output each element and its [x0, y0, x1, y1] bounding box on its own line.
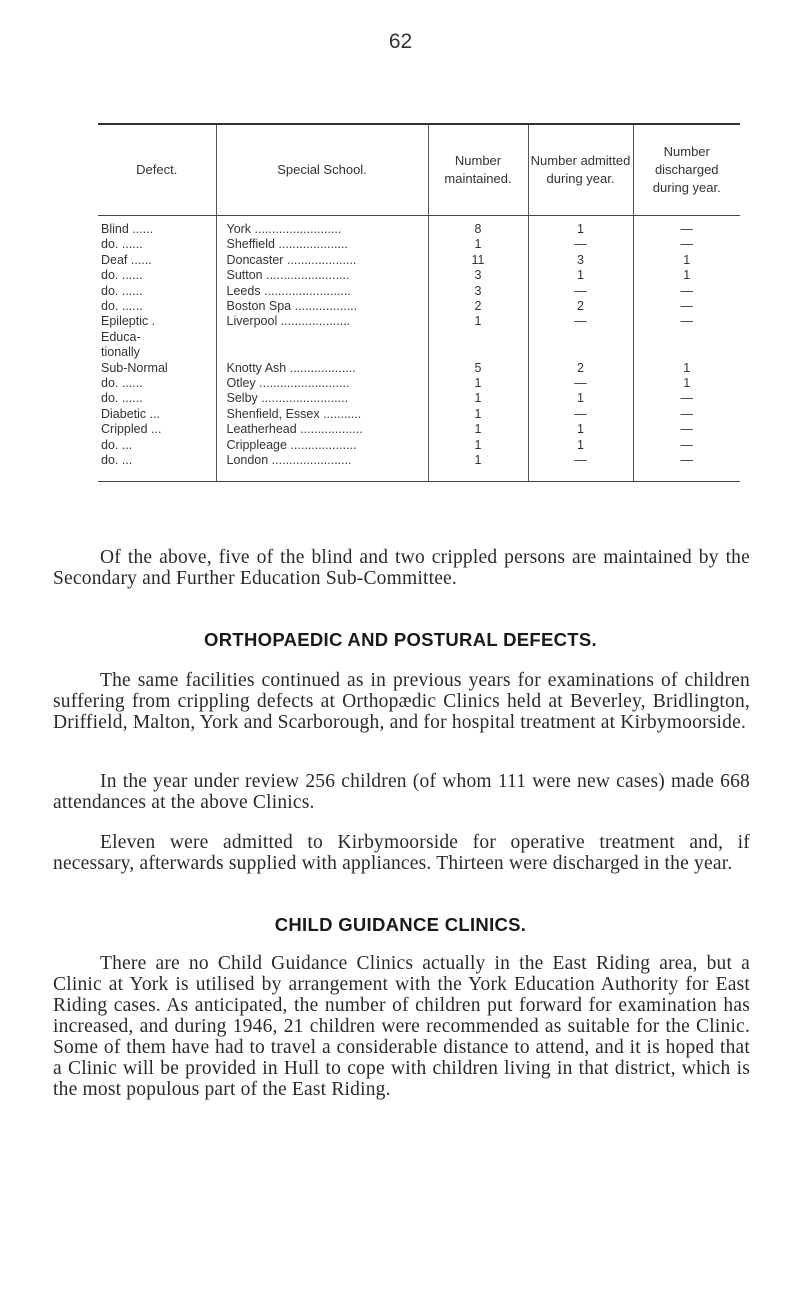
discharged-cell: 1 [633, 253, 740, 268]
special-schools-table [98, 123, 740, 482]
table-body [98, 216, 740, 481]
header-special-school: Special School. [216, 125, 428, 216]
discharged-cell: — [633, 299, 740, 314]
table-row [98, 268, 740, 283]
admitted-cell: 2 [528, 361, 633, 376]
school-cell: Crippleage ................... [216, 438, 428, 453]
orthopaedic-paragraph: Eleven were admitted to Kirbymoorside for operative treatment and, if necessary, afterwards supplied with appliances. Thirteen were discharged in the year. [53, 832, 750, 874]
defect-cell: Blind ...... [101, 222, 154, 236]
orthopaedic-paragraph: In the year under review 256 children (of whom 111 were new cases) made 668 attendances at the above Clinics. [53, 771, 750, 813]
maintained-cell: 1 [428, 314, 528, 329]
discharged-cell: — [633, 453, 740, 480]
discharged-cell [633, 345, 740, 360]
note-paragraph: Of the above, five of the blind and two crippled persons are maintained by the Secondary and Further Education Sub-Committee. [53, 547, 750, 589]
maintained-cell: 1 [428, 422, 528, 437]
table-row [98, 253, 740, 268]
table [98, 125, 740, 481]
school-cell: Shenfield, Essex ........... [216, 407, 428, 422]
maintained-cell: 11 [428, 253, 528, 268]
maintained-cell [428, 330, 528, 345]
table-row [98, 284, 740, 299]
admitted-cell [528, 345, 633, 360]
defect-cell: do. ...... [101, 299, 143, 314]
table-row [98, 345, 740, 360]
maintained-cell: 1 [428, 391, 528, 406]
maintained-cell: 1 [428, 453, 528, 480]
table-row [98, 453, 740, 480]
discharged-cell: — [633, 422, 740, 437]
table-row [98, 361, 740, 376]
table-row [98, 407, 740, 422]
school-cell: Doncaster .................... [216, 253, 428, 268]
maintained-cell [428, 345, 528, 360]
maintained-cell: 5 [428, 361, 528, 376]
defect-cell: do. ...... [101, 376, 143, 391]
school-cell: Liverpool .................... [216, 314, 428, 329]
child-guidance-heading: CHILD GUIDANCE CLINICS. [274, 914, 527, 935]
defect-cell: do. ...... [101, 268, 143, 283]
school-cell: Sutton ........................ [216, 268, 428, 283]
admitted-cell: — [528, 376, 633, 391]
discharged-cell: — [633, 314, 740, 329]
admitted-cell: 1 [528, 391, 633, 406]
school-cell: Leeds ......................... [216, 284, 428, 299]
maintained-cell: 2 [428, 299, 528, 314]
admitted-cell: — [528, 453, 633, 480]
discharged-cell: 1 [633, 376, 740, 391]
maintained-cell: 3 [428, 284, 528, 299]
discharged-cell: — [633, 216, 740, 238]
defect-cell: Crippled ... [101, 422, 162, 437]
table-row [98, 299, 740, 314]
table-bottom-rule [98, 481, 740, 482]
maintained-cell: 1 [428, 438, 528, 453]
school-cell: London ....................... [216, 453, 428, 480]
defect-cell: tionally [101, 345, 140, 360]
table-row [98, 216, 740, 238]
school-cell: Knotty Ash ................... [216, 361, 428, 376]
admitted-cell: — [528, 314, 633, 329]
admitted-cell: 1 [528, 268, 633, 283]
discharged-cell: — [633, 284, 740, 299]
admitted-cell: — [528, 284, 633, 299]
admitted-cell: — [528, 237, 633, 252]
defect-cell: Epileptic . [101, 314, 156, 329]
table-row [98, 330, 740, 345]
discharged-cell: — [633, 407, 740, 422]
school-cell: Leatherhead .................. [216, 422, 428, 437]
defect-cell: Deaf ...... [101, 252, 152, 267]
school-cell: Sheffield .................... [216, 237, 428, 252]
defect-cell: do. ... [101, 437, 133, 452]
table-row [98, 438, 740, 453]
admitted-cell: 3 [528, 253, 633, 268]
admitted-cell: 1 [528, 216, 633, 238]
orthopaedic-paragraph: The same facilities continued as in previous years for examinations of children suffering from crippling defects at Orthopædic Clinics held at Beverley, Bridlington, Driffield, Malton, York and Scarborough, and for hospital treatment at Kirbymoorside. [53, 670, 750, 733]
school-cell: Otley .......................... [216, 376, 428, 391]
discharged-cell: — [633, 438, 740, 453]
defect-cell: do. ...... [101, 391, 143, 406]
admitted-cell: 1 [528, 422, 633, 437]
discharged-cell: — [633, 237, 740, 252]
defect-cell: do. ...... [101, 237, 143, 252]
admitted-cell: 2 [528, 299, 633, 314]
table-row [98, 422, 740, 437]
admitted-cell [528, 330, 633, 345]
child-guidance-paragraph: There are no Child Guidance Clinics actually in the East Riding area, but a Clinic at York is utilised by arrangement with the York Education Authority for East Riding cases. As anticipated, the number of children put forward for examination has increased, and during 1946, 21 children were recommended as suitable for the Clinic. Some of them have had to travel a considerable distance to attend, and it is hoped that a Clinic will be provided in Hull to cope with children living in that district, which is the most populous part of the East Riding. [53, 953, 750, 1100]
defect-cell: do. ... [101, 453, 133, 468]
header-number-maintained: Number maintained. [428, 125, 528, 216]
maintained-cell: 8 [428, 216, 528, 238]
admitted-cell: 1 [528, 438, 633, 453]
table-row [98, 237, 740, 252]
admitted-cell: — [528, 407, 633, 422]
orthopaedic-heading: ORTHOPAEDIC AND POSTURAL DEFECTS. [204, 629, 597, 650]
page-number: 62 [388, 30, 413, 53]
defect-cell: Diabetic ... [101, 406, 161, 421]
discharged-cell: 1 [633, 268, 740, 283]
maintained-cell: 1 [428, 376, 528, 391]
table-header-row [98, 125, 740, 216]
table-row [98, 391, 740, 406]
maintained-cell: 1 [428, 407, 528, 422]
school-cell: York ......................... [216, 216, 428, 238]
child-guidance-paragraph-block [53, 953, 750, 1100]
table-row [98, 376, 740, 391]
school-cell [216, 345, 428, 360]
note-paragraph-block [53, 547, 750, 589]
header-number-admitted: Number admitted during year. [528, 125, 633, 216]
school-cell [216, 330, 428, 345]
header-number-discharged: Number discharged during year. [633, 125, 740, 216]
orthopaedic-paragraph-1-block [53, 670, 750, 733]
defect-cell: Educa- [101, 329, 141, 344]
discharged-cell: — [633, 391, 740, 406]
maintained-cell: 1 [428, 237, 528, 252]
orthopaedic-paragraph-3-block [53, 832, 750, 874]
school-cell: Boston Spa .................. [216, 299, 428, 314]
discharged-cell: 1 [633, 361, 740, 376]
maintained-cell: 3 [428, 268, 528, 283]
defect-cell: Sub-Normal [101, 360, 168, 375]
orthopaedic-paragraph-2-block [53, 771, 750, 813]
school-cell: Selby ......................... [216, 391, 428, 406]
header-defect: Defect. [98, 125, 216, 216]
defect-cell: do. ...... [101, 283, 143, 298]
table-row [98, 314, 740, 329]
discharged-cell [633, 330, 740, 345]
